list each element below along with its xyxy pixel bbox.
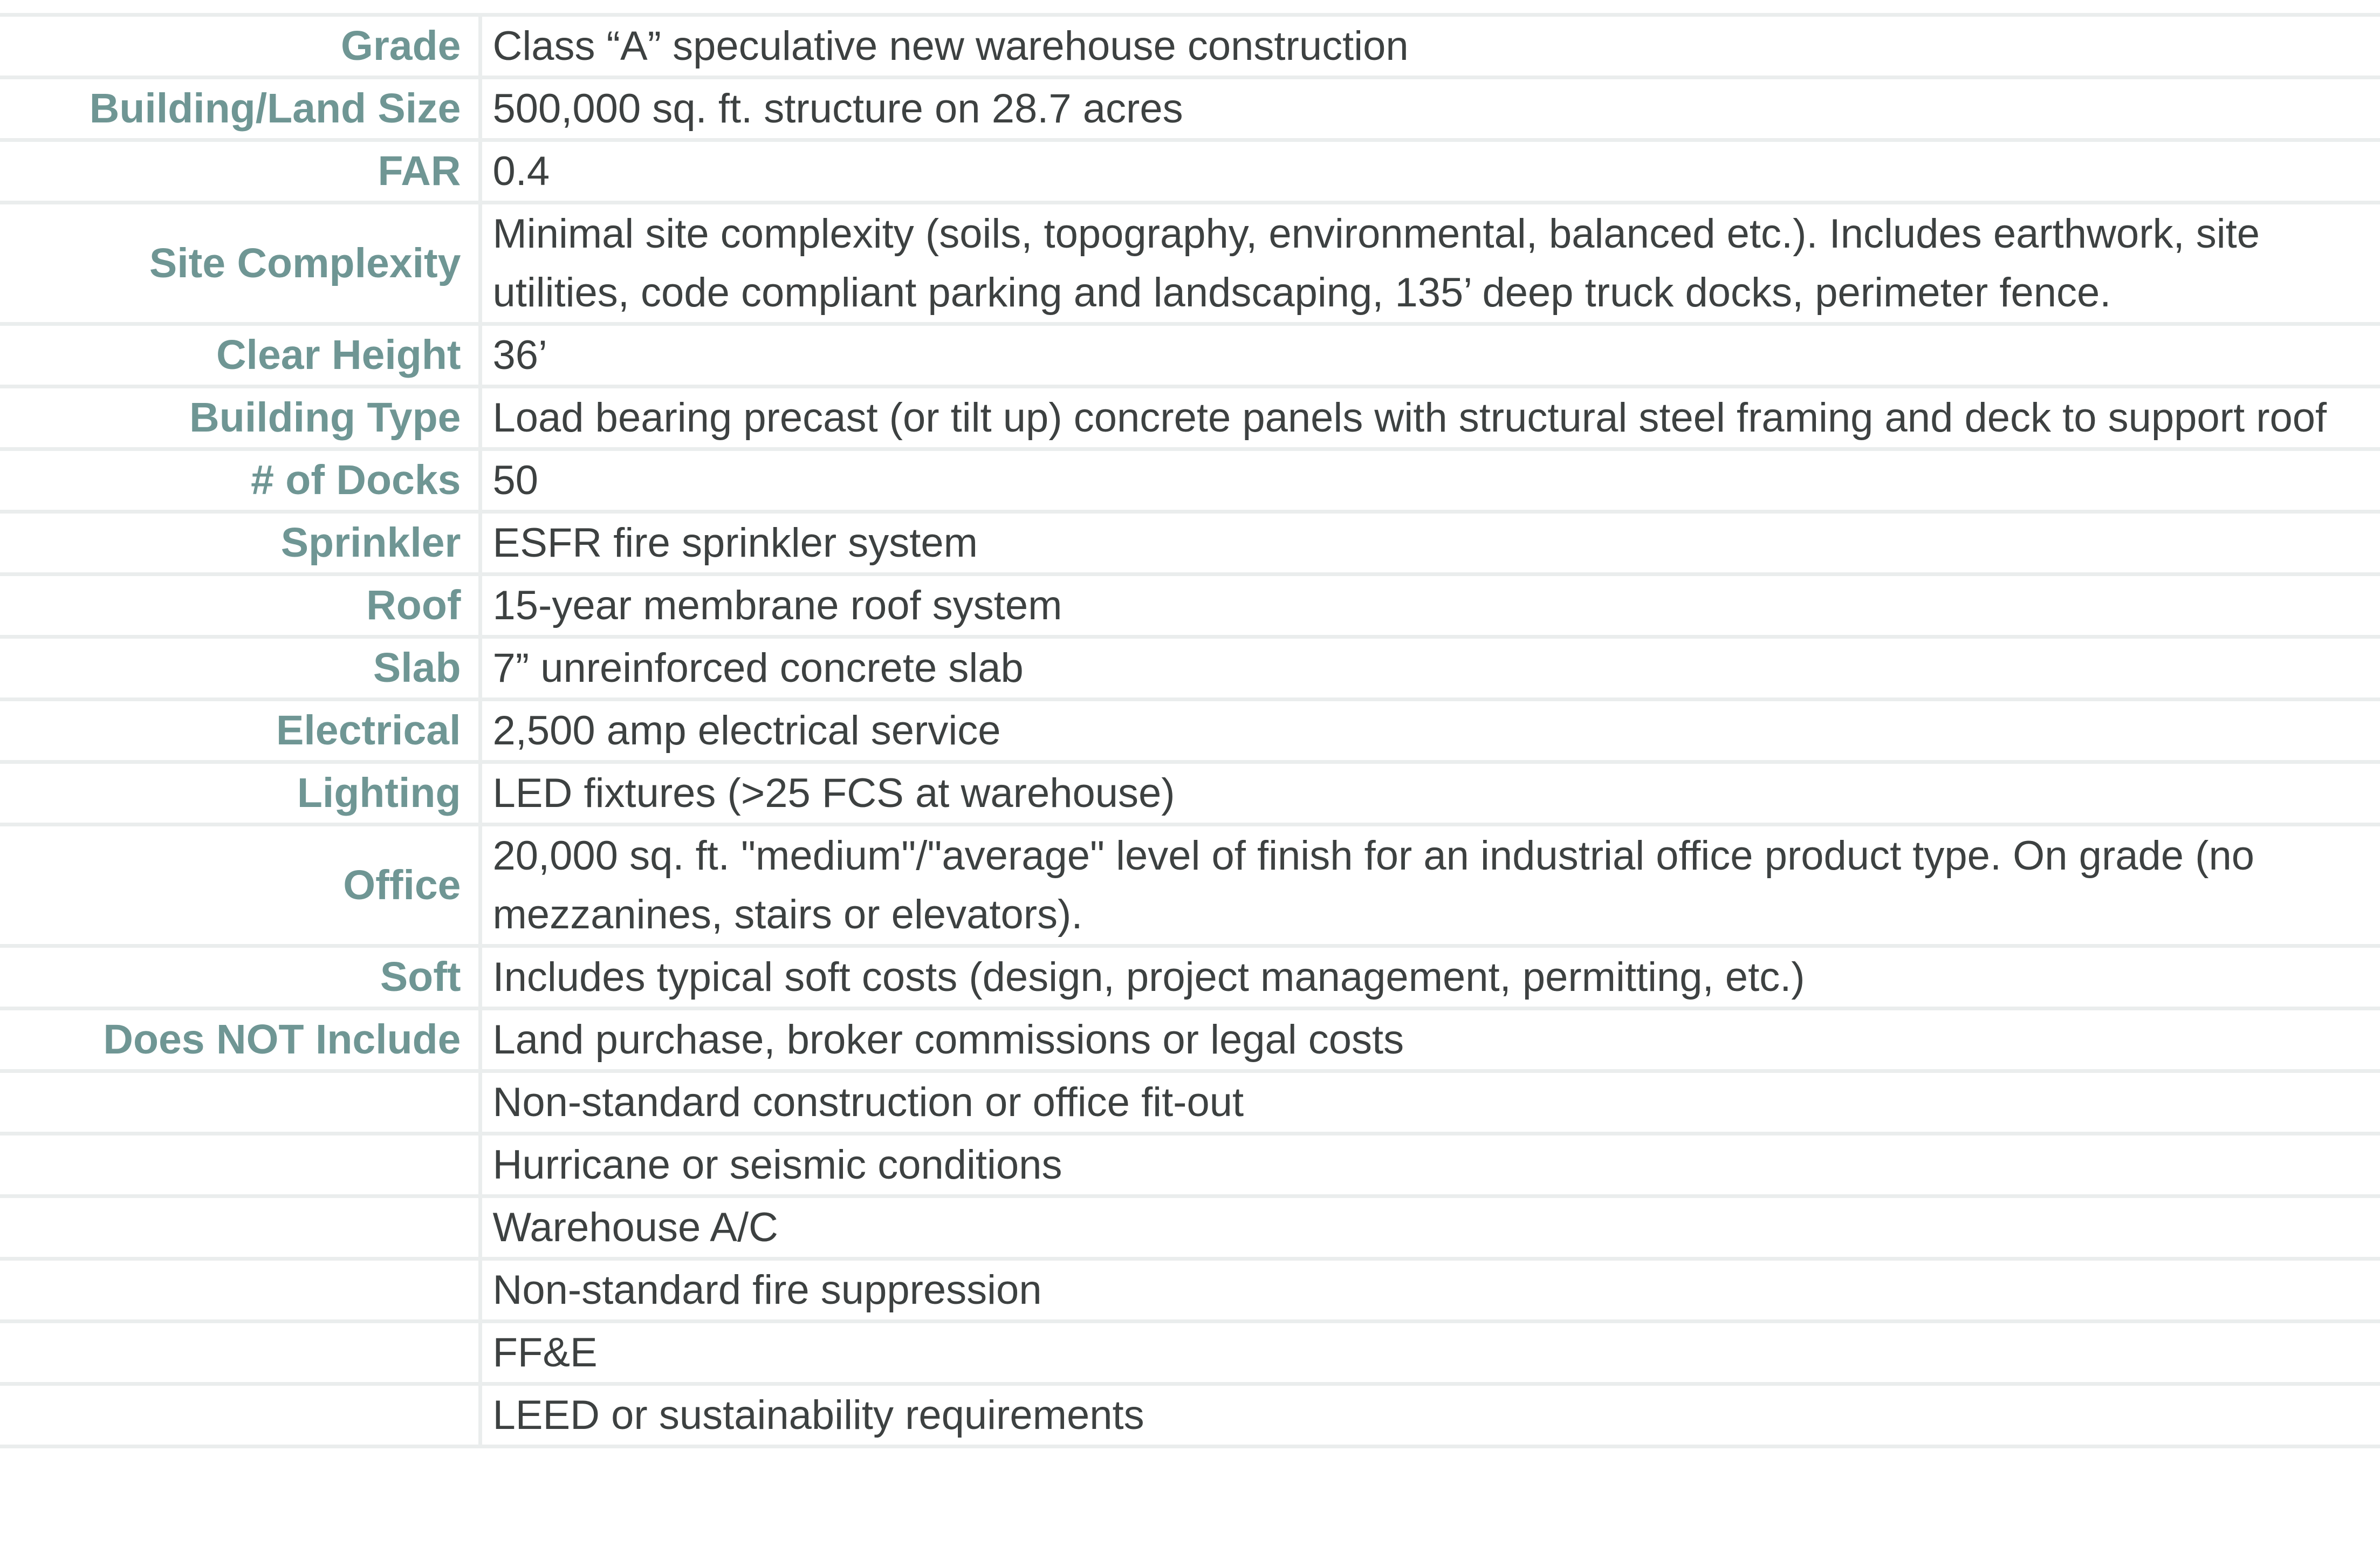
table-row [0,512,2380,574]
row-value: 2,500 amp electrical service [492,708,1001,754]
table-row [0,1384,2380,1447]
row-label: Grade [0,15,480,78]
row-value: Land purchase, broker commissions or legal costs [492,1017,1404,1063]
row-value: 500,000 sq. ft. structure on 28.7 acres [492,86,1183,132]
row-value: 20,000 sq. ft. "medium"/"average" level of finish for an industrial office product type. On grade (no mezzanines, stairs or elevators). [492,833,2255,938]
spec-table-body [0,15,2380,1447]
table-row [0,1196,2380,1259]
table-row [0,140,2380,203]
row-value: LED fixtures (>25 FCS at warehouse) [492,770,1175,816]
row-value: 15-year membrane roof system [492,583,1062,628]
row-label: Roof [0,574,480,637]
row-label: FAR [0,140,480,203]
row-value: Non-standard construction or office fit-out [492,1079,1244,1125]
row-value: Class “A” speculative new warehouse construction [492,23,1409,69]
row-value: 0.4 [492,148,550,194]
row-label [0,1259,480,1322]
row-label: Soft [0,946,480,1009]
row-label: Site Complexity [0,203,480,324]
table-row [0,574,2380,637]
table-row [0,387,2380,449]
table-row [0,1134,2380,1196]
row-value: Minimal site complexity (soils, topography, environmental, balanced etc.). Includes earthwork, site utilities, code compliant parking and landscaping, 135’ deep truck docks, perimeter fence. [492,211,2260,316]
row-label: Sprinkler [0,512,480,574]
row-label [0,1071,480,1134]
table-row [0,946,2380,1009]
table-row [0,203,2380,324]
row-label: Building Type [0,387,480,449]
table-row [0,324,2380,387]
row-label: Office [0,825,480,946]
row-value: Includes typical soft costs (design, project management, permitting, etc.) [492,954,1805,1000]
row-value: 36’ [492,332,547,378]
row-value: Warehouse A/C [492,1205,778,1250]
row-label [0,1322,480,1384]
table-row [0,700,2380,762]
row-value: FF&E [492,1330,598,1376]
row-value: 50 [492,457,539,503]
row-value: LEED or sustainability requirements [492,1392,1144,1438]
row-label: Lighting [0,762,480,825]
row-label: Clear Height [0,324,480,387]
row-label: Does NOT Include [0,1009,480,1071]
table-row [0,15,2380,78]
table-row [0,449,2380,512]
table-row [0,1259,2380,1322]
row-label: Electrical [0,700,480,762]
row-value: Load bearing precast (or tilt up) concrete panels with structural steel framing and deck to support roof [492,395,2327,441]
table-row [0,762,2380,825]
row-label: # of Docks [0,449,480,512]
row-value: Non-standard fire suppression [492,1267,1042,1313]
row-label: Building/Land Size [0,78,480,140]
table-row [0,1071,2380,1134]
table-row [0,825,2380,946]
row-label [0,1134,480,1196]
row-value: ESFR fire sprinkler system [492,520,978,566]
table-row [0,1009,2380,1071]
row-value: 7” unreinforced concrete slab [492,645,1024,691]
spec-table [0,13,2380,1448]
row-value: Hurricane or seismic conditions [492,1142,1062,1188]
row-label [0,1384,480,1447]
row-label [0,1196,480,1259]
row-label: Slab [0,637,480,700]
table-row [0,78,2380,140]
table-row [0,1322,2380,1384]
table-row [0,637,2380,700]
